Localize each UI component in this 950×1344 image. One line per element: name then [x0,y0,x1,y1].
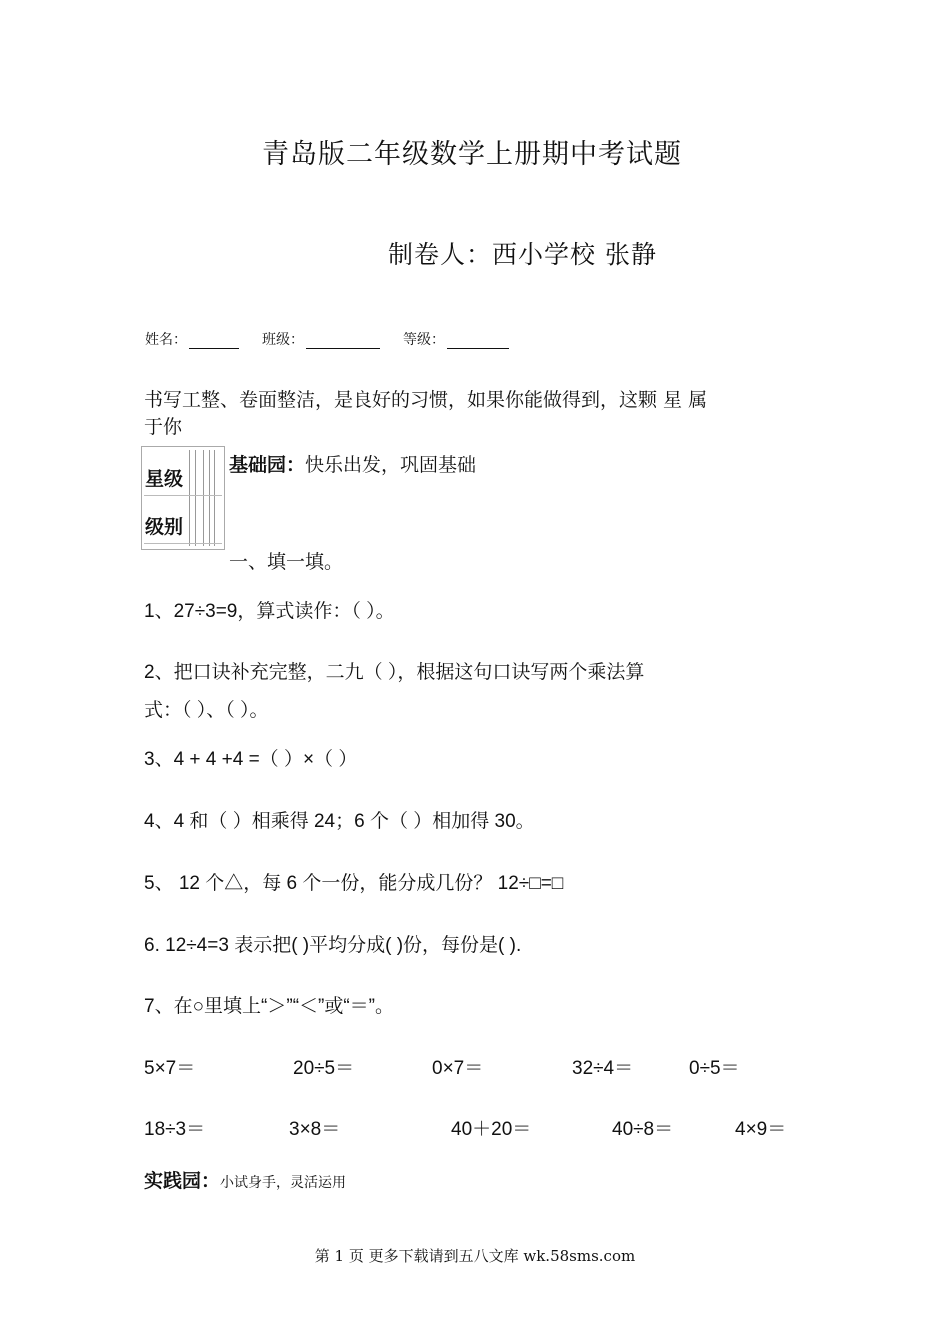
calc-item: 20÷5＝ [293,1058,355,1079]
level-category-label: 级别 [145,512,183,539]
section-practice-subtitle: 小试身手，灵活运用 [220,1175,347,1191]
section-basic-subtitle: 快乐出发，巩固基础 [305,454,477,476]
intro-line-1: 书写工整、卷面整洁，是良好的习惯，如果你能做得到，这颗 星 属 [144,389,708,411]
class-field [262,329,380,349]
class-blank [306,334,380,349]
grade-blank [447,334,509,349]
class-label: 班级： [262,332,304,348]
star-level-label: 星级 [145,464,183,491]
star-rating-box [141,446,225,550]
name-blank [189,334,239,349]
name-label: 姓名： [145,332,187,348]
calc-item: 3×8＝ [289,1119,341,1140]
question-3: 3、4 + 4 +4 =（ ）×（ ） [144,749,358,770]
page-footer: 第 1 页 更多下载请到五八文库 wk.58sms.com [314,1247,636,1265]
question-6: 6. 12÷4=3 表示把( )平均分成( )份，每份是( ). [144,935,522,956]
grade-label: 等级： [403,332,445,348]
question-5: 5、 12 个△，每 6 个一份，能分成几份？ 12÷□=□ [144,873,564,894]
question-2-line-1: 2、把口诀补充完整，二九（ ），根据这句口诀写两个乘法算 [144,662,645,683]
calc-item: 0×7＝ [432,1058,484,1079]
calc-item: 18÷3＝ [144,1119,206,1140]
question-2-line-2: 式：（ ）、（ ）。 [144,700,269,721]
grade-field [403,329,509,349]
fill-in-heading: 一、填一填。 [229,551,344,573]
page-title: 青岛版二年级数学上册期中考试题 [262,139,682,170]
calc-item: 0÷5＝ [689,1058,740,1079]
name-field [145,329,239,349]
calc-item: 4×9＝ [735,1119,787,1140]
calc-item: 40÷8＝ [612,1119,674,1140]
section-basic-heading [229,450,476,477]
question-1: 1、27÷3=9，算式读作：（ ）。 [144,601,395,622]
calc-item: 32÷4＝ [572,1058,634,1079]
section-basic-title: 基础园： [229,454,306,476]
section-practice-title: 实践园： [144,1170,221,1192]
calc-item: 40＋20＝ [451,1119,532,1140]
question-7: 7、在○里填上“＞”“＜”或“＝”。 [144,996,395,1017]
intro-line-2: 于你 [144,416,183,438]
calc-item: 5×7＝ [144,1058,196,1079]
question-4: 4、4 和（ ）相乘得 24；6 个（ ）相加得 30。 [144,811,535,832]
section-practice-heading [144,1166,346,1193]
author-line: 制卷人：西小学校 张静 [388,240,657,269]
